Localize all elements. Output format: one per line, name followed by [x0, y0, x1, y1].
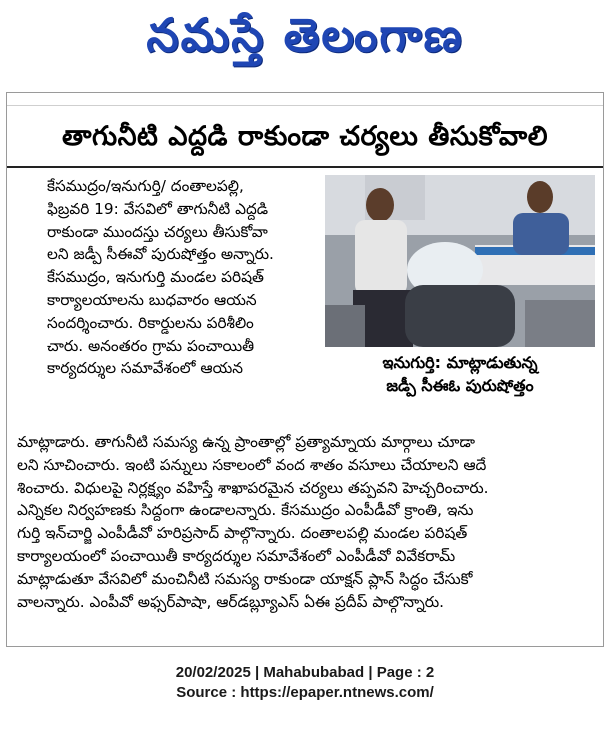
footer	[0, 663, 610, 703]
article-text-line: శించారు. విధులపై నిర్లక్ష్యం వహిస్తే శాఖాపరమైన చర్యలు తప్పవని హెచ్చరించారు.	[17, 478, 489, 497]
article-text-line: కేసముద్రం, ఇనుగుర్తి మండల పరిషత్	[47, 268, 264, 287]
news-clipping	[6, 92, 604, 647]
photo-caption-line: ఇనుగుర్తి: మాట్లాడుతున్న	[382, 353, 538, 372]
article-text-line: గుర్తి ఇన్‌చార్జి ఎంపీడీవో హరిప్రసాద్ పాల్గొన్నారు. దంతాలపల్లి మండల పరిషత్	[17, 524, 468, 543]
photo-caption-line: జడ్పీ సీఈఓ పురుషోత్తం	[386, 376, 534, 395]
footer-date-line: 20/02/2025 | Mahabubabad | Page : 2	[175, 664, 435, 681]
headline-divider	[7, 166, 603, 168]
article-text-line: రాకుండా ముందస్తు చర్యలు తీసుకోవా	[47, 222, 268, 241]
article-text-line: చారు. అనంతరం గ్రామ పంచాయితీ	[47, 336, 255, 355]
footer-source-line: Source : https://epaper.ntnews.com/	[176, 684, 434, 701]
article-text-line: మాట్లాడుతూ వేసవిలో మంచినీటి సమస్య రాకుండా యాక్షన్ ప్లాన్ సిద్ధం చేసుకో	[17, 569, 473, 588]
article-text-line: మాట్లాడారు. తాగునీటి సమస్య ఉన్న ప్రాంతాల్లో ప్రత్యామ్నాయ మార్గాలు చూడా	[17, 433, 475, 451]
meeting-photo	[325, 175, 595, 347]
article-text-line: ఎన్నికల నిర్వహణకు సిద్దంగా ఉండాలన్నారు. కేసముద్రం ఎంపీడీవో క్రాంతి, ఇను	[17, 501, 474, 520]
article-text-line: కేసముద్రం/ఇనుగుర్తి/ దంతాలపల్లి,	[47, 177, 244, 195]
article-text-line: లని జడ్పీ సీఈవో పురుషోత్తం అన్నారు.	[47, 245, 274, 264]
article-text-line: కార్యాలయాలను బుధవారం ఆయన	[47, 290, 257, 309]
photo-caption	[325, 351, 595, 397]
article-photo	[325, 175, 595, 347]
article-text-line: కార్యదర్శుల సమావేశంలో ఆయన	[47, 359, 244, 378]
headline: తాగునీటి ఎద్దడి రాకుండా చర్యలు తీసుకోవాలి	[61, 121, 549, 152]
masthead	[0, 0, 610, 82]
article-text-line: వాలన్నారు. ఎంపీవో అఫ్సర్‌పాషా, ఆర్‌డబ్ల్యూఎస్ ఏఈ ప్రదీప్ పాల్గొన్నారు.	[17, 592, 444, 611]
article-text-line: సందర్శించారు. రికార్డులను పరిశీలిం	[47, 313, 254, 332]
article-column-text	[47, 175, 319, 380]
masthead-logo-text: నమస్తే తెలంగాణ	[146, 8, 464, 62]
article-full-width-text	[17, 431, 595, 613]
article-text-line: కార్యాలయంలో పంచాయితీ కార్యదర్శుల సమావేశంలో ఎంపీడీవో వివేకరామ్	[17, 546, 456, 565]
divider	[7, 105, 603, 106]
article-text-line: లని సూచించారు. ఇంటి పన్నులు సకాలంలో వంద శాతం వసూలు చేయాలని ఆదే	[17, 455, 487, 474]
article-text-line: ఫిబ్రవరి 19: వేసవిలో తాగునీటి ఎద్దడి	[47, 199, 269, 218]
